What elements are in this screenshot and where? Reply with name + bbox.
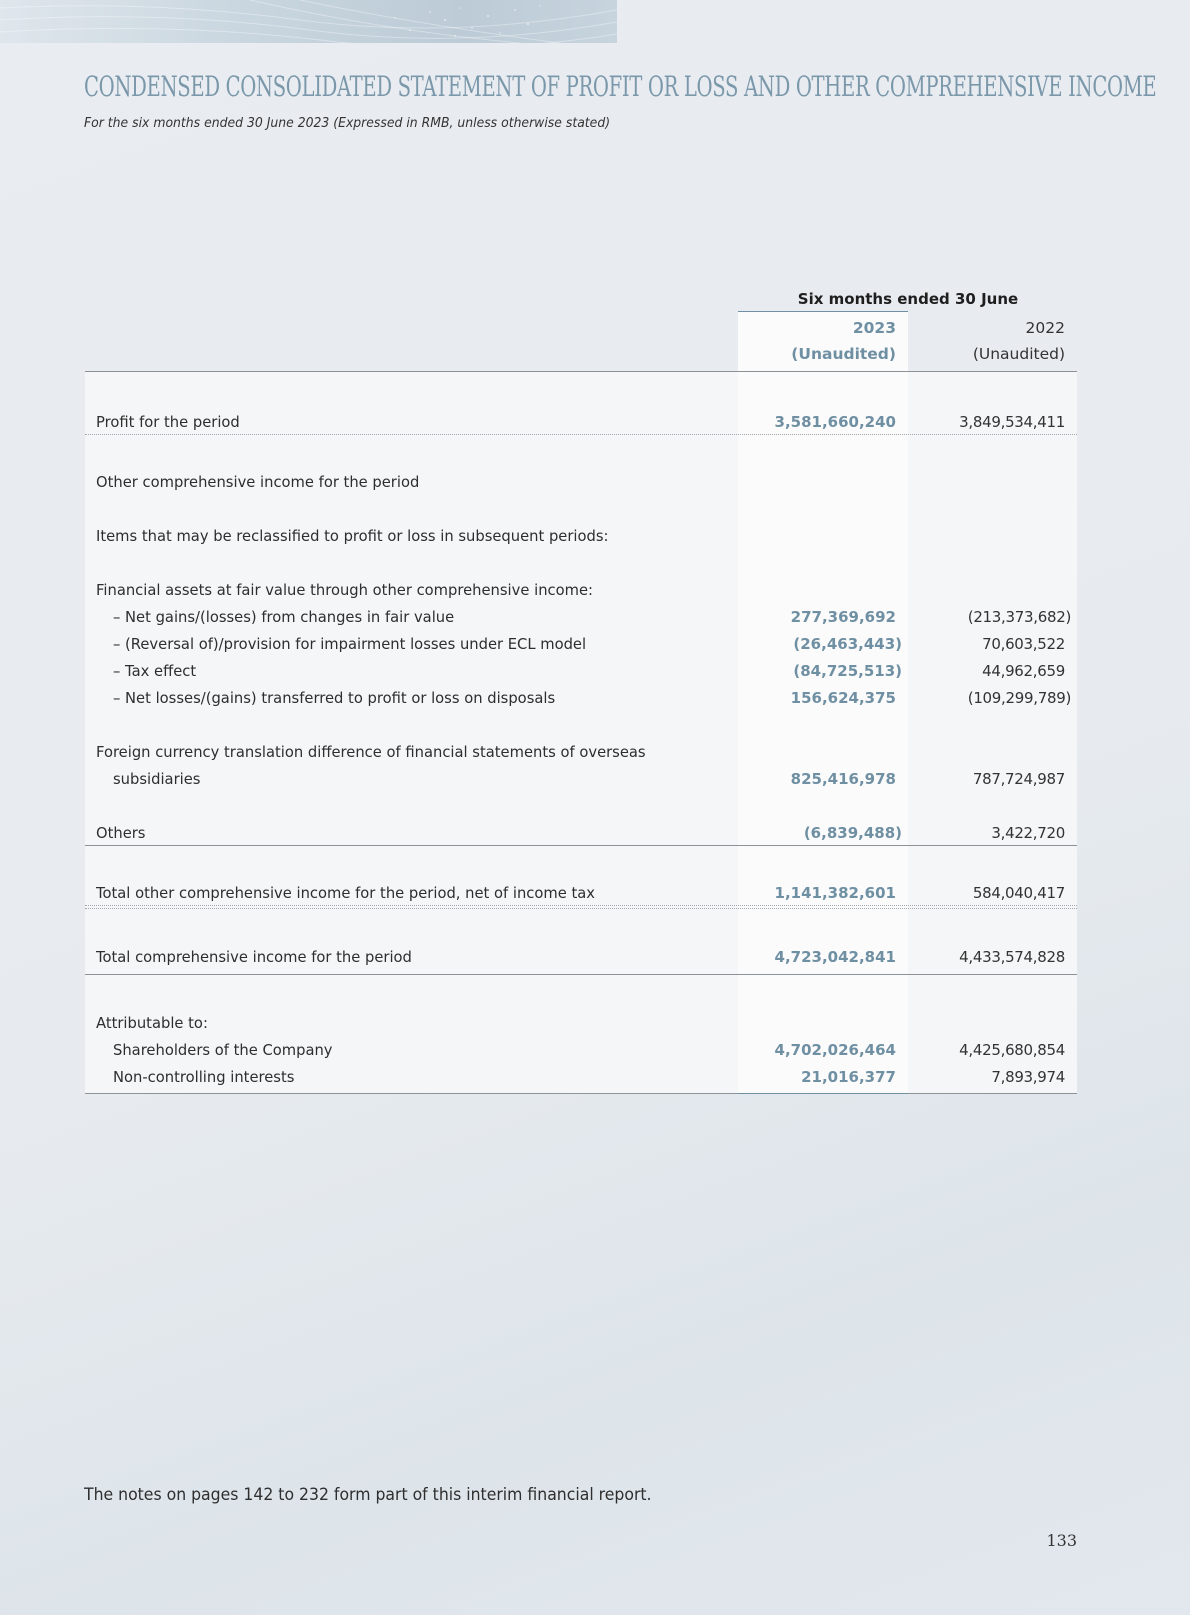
- row-divider: [85, 908, 1077, 909]
- table-row: – Net losses/(gains) transferred to profit or loss on disposals 156,624,375 (109,299,789): [113, 689, 1071, 707]
- table-bottom-rule: [85, 1093, 1077, 1094]
- column-header-rule: [738, 311, 908, 312]
- table-row: Financial assets at fair value through other comprehensive income:: [96, 581, 593, 599]
- table-row: Profit for the period 3,581,660,240 3,849,534,411: [96, 413, 1065, 431]
- current-period-bottom-rule: [738, 1093, 908, 1094]
- page-number: 133: [1046, 1531, 1077, 1550]
- row-divider: [85, 845, 1077, 846]
- table-row: – (Reversal of)/provision for impairment losses under ECL model (26,463,443) 70,603,522: [113, 635, 1065, 653]
- row-divider: [85, 434, 1077, 435]
- table-row: Items that may be reclassified to profit or loss in subsequent periods:: [96, 527, 609, 545]
- col-2022-year: 2022: [1025, 319, 1065, 337]
- table-row: – Tax effect (84,725,513) 44,962,659: [113, 662, 1065, 680]
- page-subtitle: For the six months ended 30 June 2023 (Expressed in RMB, unless otherwise stated): [84, 115, 611, 131]
- row-divider: [85, 974, 1077, 975]
- page-title: CONDENSED CONSOLIDATED STATEMENT OF PROFIT OR LOSS AND OTHER COMPREHENSIVE INCOME: [84, 70, 1157, 103]
- table-row: Attributable to:: [96, 1014, 208, 1032]
- col-2022-status: (Unaudited): [972, 345, 1065, 363]
- table-row: Total comprehensive income for the period 4,723,042,841 4,433,574,828: [96, 948, 1065, 966]
- header-bottom-rule: [85, 371, 1077, 372]
- table-row: Non-controlling interests 21,016,377 7,893,974: [113, 1068, 1065, 1086]
- table-row: Foreign currency translation difference of financial statements of overseas: [96, 743, 646, 761]
- col-2023-year: 2023: [852, 319, 896, 337]
- table-row: Others (6,839,488) 3,422,720: [96, 824, 1065, 842]
- table-row: Total other comprehensive income for the period, net of income tax 1,141,382,601 584,040,417: [96, 884, 1065, 902]
- period-heading: Six months ended 30 June: [797, 290, 1019, 308]
- footer-note: The notes on pages 142 to 232 form part of this interim financial report.: [84, 1485, 652, 1504]
- header-banner-image: [0, 0, 617, 43]
- col-2023-status: (Unaudited): [791, 345, 896, 363]
- table-row: Shareholders of the Company 4,702,026,464 4,425,680,854: [113, 1041, 1065, 1059]
- table-row: subsidiaries 825,416,978 787,724,987: [113, 770, 1065, 788]
- table-row: Other comprehensive income for the period: [96, 473, 420, 491]
- table-row: – Net gains/(losses) from changes in fair value 277,369,692 (213,373,682): [113, 608, 1071, 626]
- row-divider: [85, 905, 1077, 906]
